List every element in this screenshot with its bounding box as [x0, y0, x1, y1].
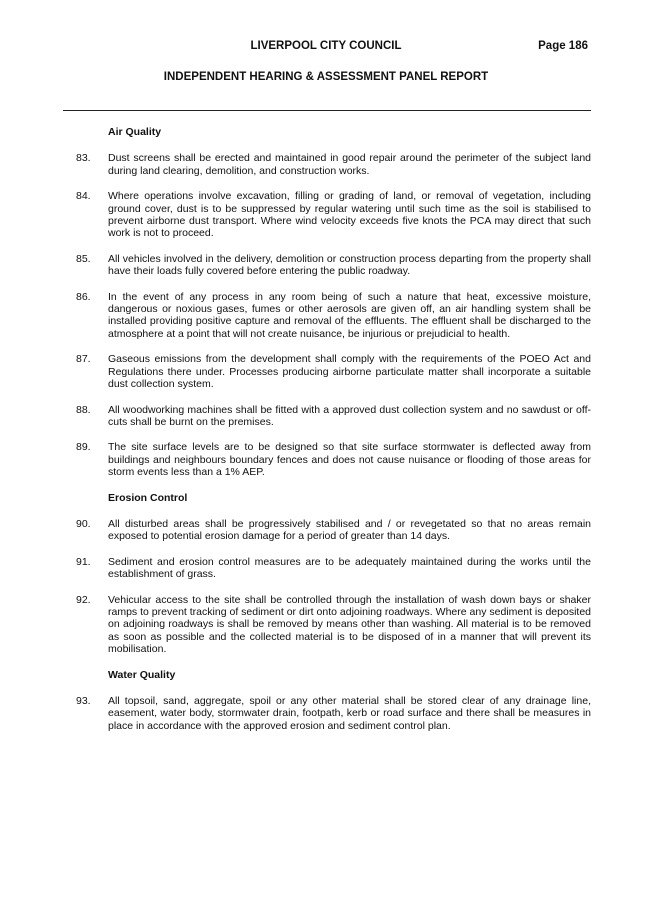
condition-item — [76, 556, 591, 581]
condition-item — [76, 404, 591, 429]
document-body — [76, 126, 591, 745]
condition-number: 92. — [76, 593, 91, 606]
condition-number: 83. — [76, 152, 91, 165]
condition-item — [76, 253, 591, 278]
condition-item — [76, 291, 591, 341]
condition-text: Gaseous emissions from the development shall comply with the requirements of the POEO Act and Regulations there under. Processes producing airborne particulate matter shall incorporate a suitable dust collection system. — [108, 353, 591, 391]
condition-text: All vehicles involved in the delivery, demolition or construction process departing from the property shall have their loads fully covered before entering the public roadway. — [108, 252, 591, 278]
condition-text: All woodworking machines shall be fitted with a approved dust collection system and no sawdust or off-cuts shall be burnt on the premises. — [108, 403, 591, 428]
condition-number: 93. — [76, 695, 91, 707]
condition-number: 87. — [76, 353, 91, 366]
condition-number: 91. — [76, 555, 91, 568]
condition-item — [76, 695, 591, 732]
condition-item — [76, 190, 591, 240]
condition-number: 88. — [76, 403, 91, 416]
condition-text: All topsoil, sand, aggregate, spoil or any other material shall be stored clear of any drainage line, easement, water body, stormwater drain, footpath, kerb or road surface and there shall be measures in place in accordance with the approved erosion and sediment control plan. — [108, 695, 591, 732]
section-heading-air-quality: Air Quality — [108, 126, 162, 138]
condition-text: Vehicular access to the site shall be controlled through the installation of wash down bays or shaker ramps to prevent tracking of sediment or dirt onto adjoining roadways. Where any sediment is deposited on adjoining roadways is shall be removed by means other than washing. All material is to be removed as soon as possible and the collected material is to be disposed of in a manner that will prevent its mobilisation. — [108, 593, 591, 656]
condition-number: 86. — [76, 290, 91, 303]
condition-item — [76, 441, 591, 478]
condition-number: 84. — [76, 190, 91, 203]
condition-text: The site surface levels are to be designed so that site surface stormwater is deflected away from buildings and neighbours boundary fences and does not cause nuisance or flooding of those areas for storm events less than a 1% AEP. — [108, 441, 591, 479]
section-heading-water-quality: Water Quality — [108, 668, 176, 681]
condition-item — [76, 353, 591, 390]
condition-number: 89. — [76, 441, 91, 454]
condition-item — [76, 152, 591, 177]
page-number: Page 186 — [538, 40, 588, 52]
section-heading-erosion-control: Erosion Control — [108, 491, 188, 504]
condition-item — [76, 594, 591, 656]
condition-number: 85. — [76, 252, 91, 265]
condition-number: 90. — [76, 517, 91, 530]
condition-text: In the event of any process in any room being of such a nature that heat, excessive moisture, dangerous or noxious gases, fumes or other aerosols are given off, an air handling system shall be installed providing positive capture and removal of the effluents. The effluent shall be discharged to the atmosphere at a point that will not create nuisance, be injurious or prejudicial to health. — [108, 290, 591, 340]
condition-item — [76, 518, 591, 543]
condition-text: All disturbed areas shall be progressively stabilised and / or revegetated so that no areas remain exposed to potential erosion damage for a period of greater than 14 days. — [108, 517, 591, 543]
header-divider — [63, 110, 591, 111]
condition-text: Where operations involve excavation, filling or grading of land, or removal of vegetation, including ground cover, dust is to be suppressed by regular watering until such time as the soil is stabilised to prevent airborne dust transport. Where wind velocity exceeds five knots the PCA may direct that such work is not to proceed. — [108, 190, 591, 240]
council-name: LIVERPOOL CITY COUNCIL — [250, 40, 402, 52]
condition-text: Sediment and erosion control measures are to be adequately maintained during the works until the establishment of grass. — [108, 555, 591, 581]
condition-text: Dust screens shall be erected and maintained in good repair around the perimeter of the subject land during land clearing, demolition, and construction works. — [108, 152, 591, 177]
report-title: INDEPENDENT HEARING & ASSESSMENT PANEL REPORT — [163, 71, 489, 83]
